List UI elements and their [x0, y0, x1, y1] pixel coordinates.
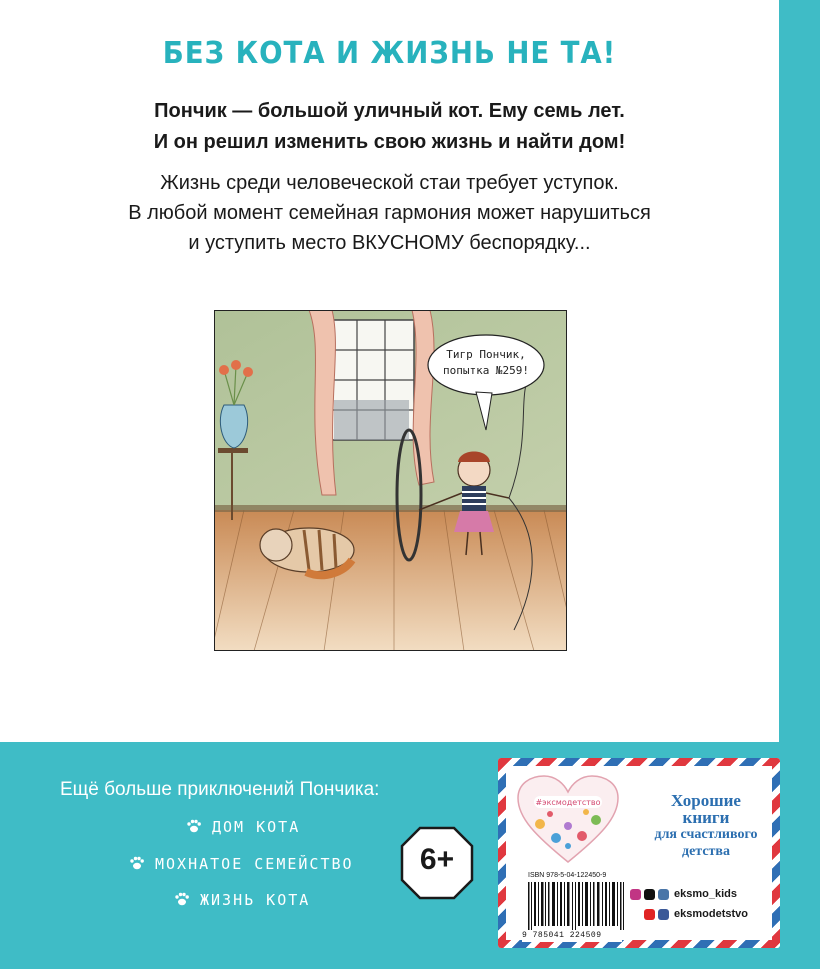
paw-icon — [186, 818, 202, 834]
publisher-card — [498, 758, 780, 948]
series-item[interactable]: МОХНАТОЕ СЕМЕЙСТВО — [155, 855, 354, 873]
isbn: ISBN 978-5-04-122450-9 — [528, 872, 607, 879]
tiktok-icon[interactable] — [644, 889, 655, 900]
social-handle[interactable]: eksmodetstvo — [674, 908, 748, 920]
lead-line: Пончик — большой уличный кот. Ему семь лет. — [154, 100, 625, 122]
body-line: и уступить место ВКУСНОМУ беспорядку... — [188, 232, 591, 254]
social-handle[interactable]: eksmo_kids — [674, 888, 737, 900]
spine-strip — [779, 0, 820, 742]
slogan-line: детства — [682, 844, 730, 859]
heart-tag: #эксмодетство — [535, 798, 601, 807]
lead-paragraph — [0, 96, 779, 158]
barcode-number: 9 785041 224509 — [522, 931, 602, 940]
paw-icon — [129, 855, 145, 871]
slogan-line: для счастливого — [654, 827, 758, 842]
paw-icon — [174, 891, 190, 907]
illustration — [214, 310, 567, 651]
slogan-line: книги — [682, 808, 730, 827]
speech-line: попытка №259! — [442, 364, 530, 377]
series-item[interactable]: ЖИЗНЬ КОТА — [200, 891, 311, 909]
body-line: Жизнь среди человеческой стаи требует уступок. — [160, 172, 619, 194]
body-paragraph — [0, 168, 779, 258]
youtube-icon[interactable] — [644, 909, 655, 920]
lead-line: И он решил изменить свою жизнь и найти дом! — [153, 131, 626, 153]
vk-icon[interactable] — [658, 889, 669, 900]
publisher-card-inner — [506, 766, 772, 940]
speech-line: Тигр Пончик, — [446, 348, 526, 361]
series-item[interactable]: ДОМ КОТА — [212, 818, 301, 836]
more-adventures-label: Ещё больше приключений Пончика: — [60, 779, 380, 800]
slogan — [631, 792, 780, 860]
age-rating-text: 6+ — [419, 843, 455, 876]
body-line: В любой момент семейная гармония может нарушиться — [128, 202, 651, 224]
instagram-icon[interactable] — [630, 889, 641, 900]
facebook-icon[interactable] — [658, 909, 669, 920]
heart-logo — [516, 774, 620, 866]
slogan-line: Хорошие — [671, 791, 741, 810]
curtain-right — [412, 310, 434, 485]
headline: БЕЗ КОТА И ЖИЗНЬ НЕ ТА! — [162, 36, 617, 71]
barcode — [528, 882, 626, 930]
